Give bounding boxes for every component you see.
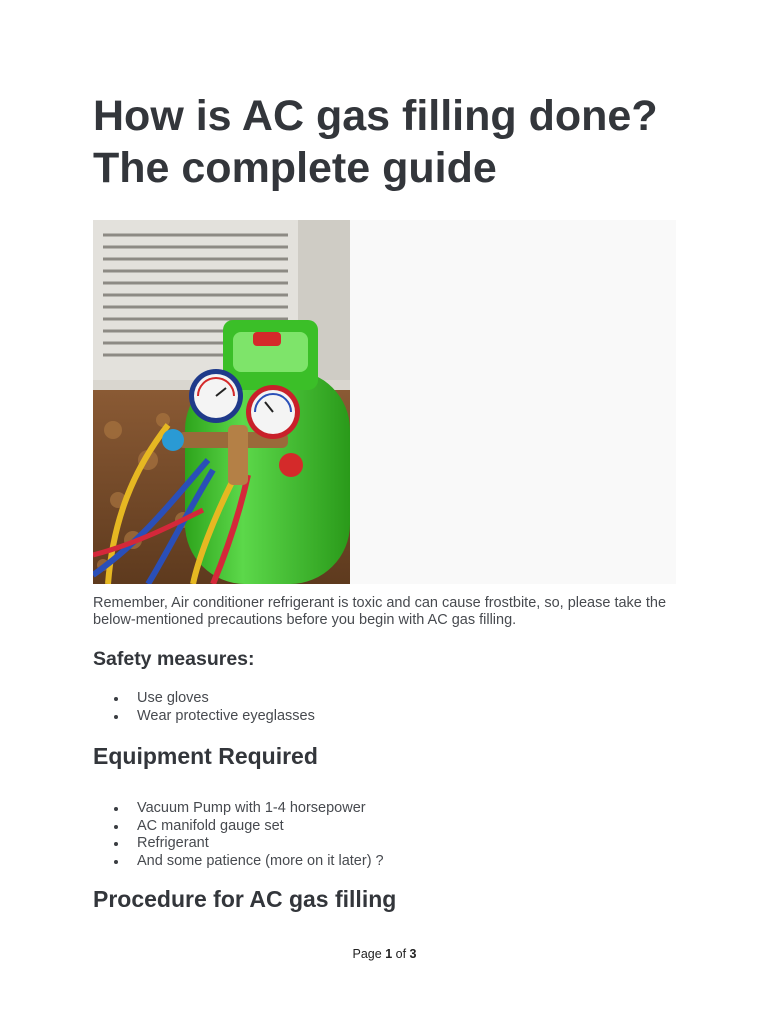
- list-item: Vacuum Pump with 1-4 horsepower: [93, 800, 384, 818]
- procedure-heading: Procedure for AC gas filling: [93, 886, 397, 912]
- page-label: Page: [352, 947, 382, 961]
- of-label: of: [395, 947, 407, 961]
- list-item: Use gloves: [93, 690, 315, 708]
- list-item: AC manifold gauge set: [93, 818, 384, 836]
- current-page: 1: [385, 947, 393, 961]
- page-number-footer: [93, 947, 676, 961]
- document-page: [93, 0, 676, 1024]
- title-line-1: How is AC gas filling done?: [93, 92, 658, 140]
- total-pages: 3: [409, 947, 417, 961]
- list-item: Wear protective eyeglasses: [93, 708, 315, 726]
- page-title: [93, 90, 676, 194]
- article-figure: [93, 220, 676, 584]
- intro-paragraph: Remember, Air conditioner refrigerant is toxic and can cause frostbite, so, please take the below-mentioned precautions before you begin with AC gas filling.: [93, 595, 667, 628]
- list-item: Refrigerant: [93, 835, 384, 853]
- equipment-list: [93, 800, 384, 870]
- title-line-2: The complete guide: [93, 144, 497, 192]
- safety-heading: Safety measures:: [93, 648, 255, 670]
- equipment-heading: Equipment Required: [93, 743, 318, 769]
- list-item: And some patience (more on it later) ?: [93, 853, 384, 871]
- ac-gas-cylinder-photo: [93, 220, 350, 584]
- safety-list: [93, 690, 315, 725]
